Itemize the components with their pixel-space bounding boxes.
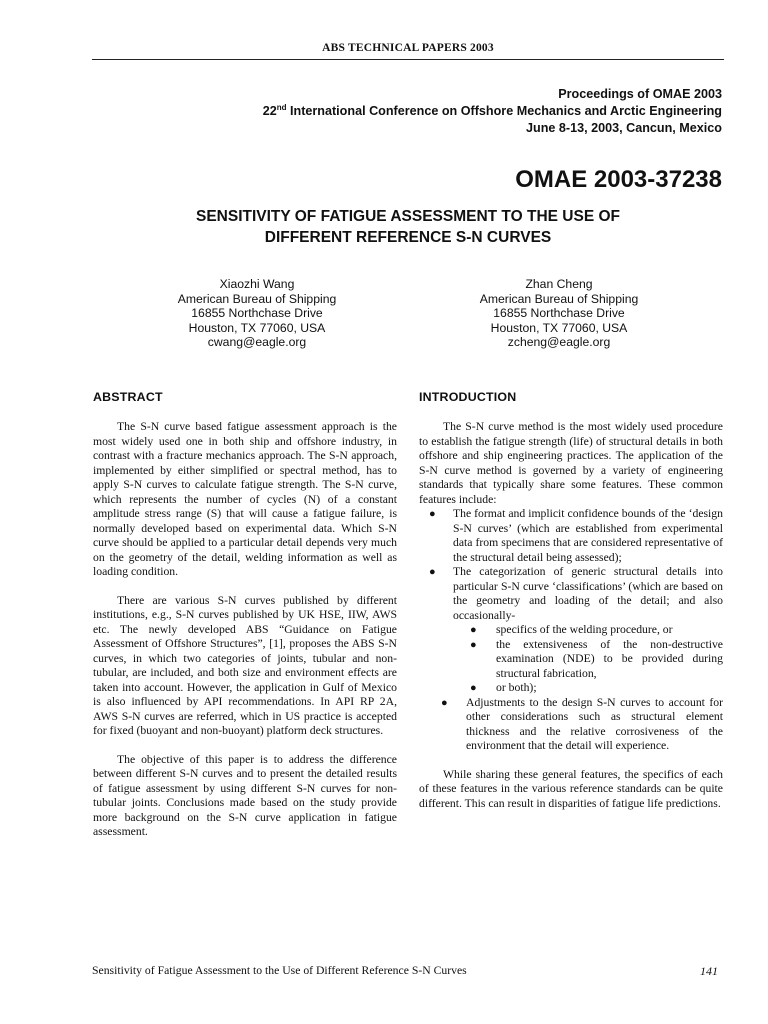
introduction-column [419, 420, 723, 825]
page-number: 141 [700, 964, 718, 978]
bullet-icon: ● [429, 508, 436, 520]
running-head: ABS TECHNICAL PAPERS 2003 [322, 42, 494, 54]
author-affiliation: American Bureau of Shipping [479, 291, 639, 306]
features-list [419, 507, 723, 754]
sub-list-item [419, 681, 723, 696]
abstract-paragraph-3: The objective of this paper is to address the difference between different S-N curves and to present the detailed results of fatigue assessment by using different S-N curves for non-tubular joints. Conclusions made based on the study provide more background on the S-N curve application in fatigue assessment. [93, 752, 397, 838]
proceedings-title: Proceedings of OMAE 2003 [558, 87, 722, 101]
conference-name: International Conference on Offshore Mechanics and Arctic Engineering [286, 104, 722, 118]
author-name: Xiaozhi Wang [219, 277, 295, 291]
footer-title: Sensitivity of Fatigue Assessment to the Use of Different Reference S-N Curves [92, 964, 467, 977]
paper-id: OMAE 2003-37238 [515, 166, 722, 193]
conference-name-line [263, 103, 722, 120]
list-item [419, 696, 723, 754]
intro-closing-paragraph: While sharing these general features, the specifics of each of these features in the various reference standards can be quite different. This can result in disparities of fatigue life predictions. [419, 767, 723, 810]
abstract-paragraph-1: The S-N curve based fatigue assessment approach is the most widely used one in both ship and offshore industry, in contrast with a fracture mechanics approach. The S-N approach, implemented by either simplified or spectral method, has to apply S-N curves to calculate fatigue strength. The S-N curve, which represents the number of cycles (N) of a constant amplitude stress range (S) that will cause a fatigue failure, is normally developed based on experimental data. Which S-N curve should be applied to a particular detail depends very much on the geometry of the detail, welding information as well as loading condition. [93, 420, 397, 578]
sub-list-item [419, 638, 723, 682]
list-item-text: The categorization of generic structural details into particular S-N curve ‘classifications’ (which are based on the geometry and loading of the detail; and also occasionally- [453, 565, 723, 622]
bullet-icon: ● [429, 566, 436, 578]
author-city: Houston, TX 77060, USA [188, 320, 326, 335]
author-name: Zhan Cheng [525, 277, 593, 291]
author-email: zcheng@eagle.org [507, 335, 611, 349]
intro-paragraph: The S-N curve method is the most widely used procedure to establish the fatigue strength (life) of structural details in both offshore and ship engineering practices. The application of the S-N curve method is governed by a variety of engineering standards that typically share some features. These common features include: [419, 420, 723, 506]
author-block-2 [434, 277, 684, 350]
list-item-text: specifics of the welding procedure, or [496, 623, 673, 636]
author-affiliation: American Bureau of Shipping [177, 291, 337, 306]
paper-title-line-2: DIFFERENT REFERENCE S-N CURVES [264, 229, 552, 246]
author-street: 16855 Northchase Drive [493, 306, 625, 320]
abstract-paragraph-2: There are various S-N curves published by different institutions, e.g., S-N curves published by UK HSE, IIW, AWS etc. The newly developed ABS “Guidance on Fatigue Assessment of Offshore Structures”, [1], proposes the ABS S-N curves, in which two categories of joints, tubular and non-tubular, are included, and both size and environment effects are taken into account. However, the application in Gulf of Mexico is also influenced by API recommendations. In API RP 2A, AWS S-N curves are referred, which in US practice is accepted for fixed (buoyant and non-buoyant) platform deck structures. [93, 593, 397, 737]
author-street: 16855 Northchase Drive [191, 306, 323, 320]
abstract-column [93, 420, 397, 854]
list-item-text: Adjustments to the design S-N curves to account for other considerations such as structural element thickness and the relative corrosiveness of the environment that the detail will experience. [466, 695, 723, 752]
introduction-heading: INTRODUCTION [419, 390, 517, 404]
bullet-icon: ● [470, 624, 477, 636]
author-city: Houston, TX 77060, USA [490, 320, 628, 335]
list-item [419, 565, 723, 623]
proceedings-block [263, 86, 722, 137]
list-item-text: or both); [496, 681, 537, 694]
conference-suffix: nd [276, 102, 287, 112]
list-item-text: The format and implicit confidence bounds of the ‘design S-N curves’ (which are established from experimental data from specimens that are considered representative of the structural detail being assessed); [453, 507, 723, 564]
list-item-text: the extensiveness of the non-destructive examination (NDE) to be provided during structural fabrication, [496, 637, 723, 680]
conference-number: 22 [262, 104, 277, 118]
bullet-icon: ● [470, 638, 477, 651]
author-block-1 [132, 277, 382, 350]
list-item [419, 507, 723, 565]
author-email: cwang@eagle.org [207, 335, 307, 349]
header-rule [92, 59, 724, 60]
bullet-icon: ● [470, 682, 477, 694]
paper-title-line-1: SENSITIVITY OF FATIGUE ASSESSMENT TO THE USE OF [195, 208, 620, 225]
bullet-icon: ● [441, 696, 448, 709]
abstract-heading: ABSTRACT [93, 390, 163, 404]
sub-list-item [419, 623, 723, 638]
conference-dates: June 8-13, 2003, Cancun, Mexico [526, 121, 722, 135]
paper-title [92, 206, 724, 248]
